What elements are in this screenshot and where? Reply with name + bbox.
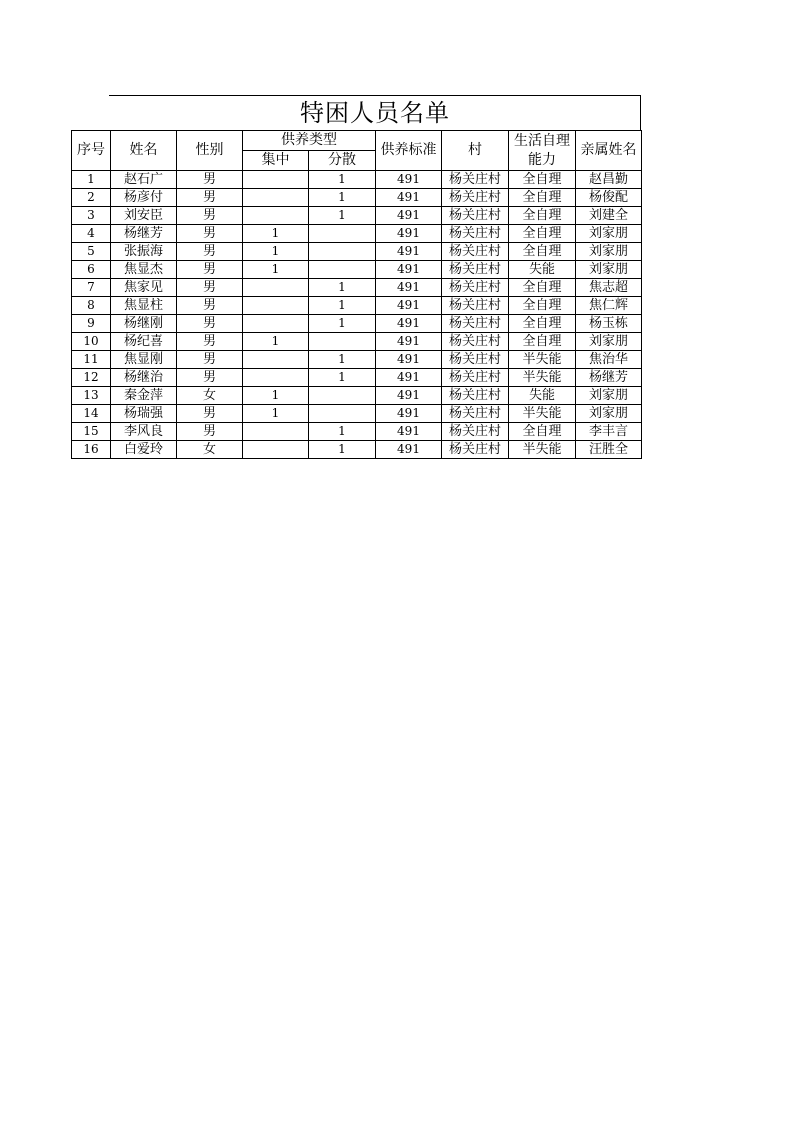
cell-name: 焦显柱 xyxy=(111,297,177,315)
cell-self-care: 半失能 xyxy=(509,405,576,423)
header-standard: 供养标准 xyxy=(376,131,442,171)
cell-standard: 491 xyxy=(376,315,442,333)
cell-name: 杨继治 xyxy=(111,369,177,387)
table-row xyxy=(72,207,642,225)
cell-village: 杨关庄村 xyxy=(442,207,509,225)
cell-concentrated: 1 xyxy=(243,405,309,423)
cell-concentrated xyxy=(243,297,309,315)
cell-gender: 男 xyxy=(177,189,243,207)
header-dispersed: 分散 xyxy=(309,151,376,171)
cell-dispersed: 1 xyxy=(309,351,376,369)
cell-relative: 赵昌勤 xyxy=(576,171,642,189)
cell-dispersed: 1 xyxy=(309,297,376,315)
cell-self-care: 半失能 xyxy=(509,351,576,369)
cell-standard: 491 xyxy=(376,405,442,423)
cell-standard: 491 xyxy=(376,441,442,459)
cell-standard: 491 xyxy=(376,261,442,279)
cell-concentrated xyxy=(243,369,309,387)
cell-relative: 焦仁辉 xyxy=(576,297,642,315)
cell-seq: 8 xyxy=(72,297,111,315)
cell-self-care: 全自理 xyxy=(509,423,576,441)
cell-gender: 女 xyxy=(177,441,243,459)
cell-dispersed xyxy=(309,225,376,243)
cell-dispersed: 1 xyxy=(309,189,376,207)
cell-village: 杨关庄村 xyxy=(442,387,509,405)
spreadsheet-page xyxy=(71,95,641,459)
table-row xyxy=(72,387,642,405)
cell-gender: 男 xyxy=(177,243,243,261)
cell-dispersed xyxy=(309,387,376,405)
cell-standard: 491 xyxy=(376,369,442,387)
cell-concentrated xyxy=(243,441,309,459)
cell-gender: 男 xyxy=(177,423,243,441)
table-row xyxy=(72,171,642,189)
cell-village: 杨关庄村 xyxy=(442,279,509,297)
table-row xyxy=(72,351,642,369)
cell-concentrated: 1 xyxy=(243,261,309,279)
cell-gender: 男 xyxy=(177,369,243,387)
cell-standard: 491 xyxy=(376,333,442,351)
cell-self-care: 全自理 xyxy=(509,315,576,333)
cell-seq: 13 xyxy=(72,387,111,405)
cell-gender: 男 xyxy=(177,405,243,423)
cell-gender: 男 xyxy=(177,333,243,351)
header-gender: 性别 xyxy=(177,131,243,171)
roster-table xyxy=(71,130,642,459)
cell-relative: 刘家朋 xyxy=(576,387,642,405)
header-name: 姓名 xyxy=(111,131,177,171)
cell-relative: 刘家朋 xyxy=(576,333,642,351)
cell-standard: 491 xyxy=(376,423,442,441)
cell-village: 杨关庄村 xyxy=(442,297,509,315)
cell-village: 杨关庄村 xyxy=(442,261,509,279)
cell-name: 赵石广 xyxy=(111,171,177,189)
cell-concentrated: 1 xyxy=(243,243,309,261)
cell-gender: 男 xyxy=(177,297,243,315)
cell-dispersed xyxy=(309,405,376,423)
cell-concentrated xyxy=(243,423,309,441)
cell-gender: 男 xyxy=(177,207,243,225)
cell-name: 刘安臣 xyxy=(111,207,177,225)
cell-name: 杨瑞强 xyxy=(111,405,177,423)
cell-name: 焦家见 xyxy=(111,279,177,297)
cell-seq: 14 xyxy=(72,405,111,423)
cell-dispersed: 1 xyxy=(309,423,376,441)
cell-name: 杨继刚 xyxy=(111,315,177,333)
cell-gender: 男 xyxy=(177,171,243,189)
cell-seq: 7 xyxy=(72,279,111,297)
cell-standard: 491 xyxy=(376,351,442,369)
cell-relative: 汪胜全 xyxy=(576,441,642,459)
cell-dispersed: 1 xyxy=(309,315,376,333)
page-title: 特困人员名单 xyxy=(300,99,450,127)
cell-self-care: 全自理 xyxy=(509,225,576,243)
cell-self-care: 全自理 xyxy=(509,189,576,207)
cell-standard: 491 xyxy=(376,279,442,297)
header-relative: 亲属姓名 xyxy=(576,131,642,171)
cell-seq: 10 xyxy=(72,333,111,351)
cell-dispersed xyxy=(309,243,376,261)
cell-gender: 男 xyxy=(177,315,243,333)
table-row xyxy=(72,441,642,459)
table-row xyxy=(72,333,642,351)
cell-concentrated: 1 xyxy=(243,333,309,351)
cell-standard: 491 xyxy=(376,207,442,225)
table-row xyxy=(72,369,642,387)
table-row xyxy=(72,405,642,423)
table-row xyxy=(72,315,642,333)
cell-name: 秦金萍 xyxy=(111,387,177,405)
header-seq: 序号 xyxy=(72,131,111,171)
cell-relative: 李丰言 xyxy=(576,423,642,441)
title-row xyxy=(71,95,641,130)
table-row xyxy=(72,225,642,243)
cell-dispersed: 1 xyxy=(309,171,376,189)
cell-relative: 刘家朋 xyxy=(576,225,642,243)
cell-village: 杨关庄村 xyxy=(442,315,509,333)
cell-relative: 刘家朋 xyxy=(576,243,642,261)
cell-self-care: 全自理 xyxy=(509,243,576,261)
cell-gender: 男 xyxy=(177,279,243,297)
cell-gender: 男 xyxy=(177,351,243,369)
cell-name: 杨继芳 xyxy=(111,225,177,243)
cell-dispersed: 1 xyxy=(309,207,376,225)
cell-concentrated xyxy=(243,171,309,189)
cell-gender: 男 xyxy=(177,261,243,279)
cell-village: 杨关庄村 xyxy=(442,189,509,207)
table-row xyxy=(72,261,642,279)
cell-concentrated xyxy=(243,207,309,225)
cell-village: 杨关庄村 xyxy=(442,369,509,387)
cell-relative: 刘建全 xyxy=(576,207,642,225)
cell-self-care: 失能 xyxy=(509,387,576,405)
title-top-border xyxy=(109,95,641,96)
header-self-care: 生活自理能力 xyxy=(509,131,576,171)
cell-seq: 5 xyxy=(72,243,111,261)
cell-self-care: 全自理 xyxy=(509,171,576,189)
cell-seq: 2 xyxy=(72,189,111,207)
cell-relative: 杨继芳 xyxy=(576,369,642,387)
cell-standard: 491 xyxy=(376,189,442,207)
cell-concentrated xyxy=(243,189,309,207)
header-village: 村 xyxy=(442,131,509,171)
cell-relative: 刘家朋 xyxy=(576,261,642,279)
cell-seq: 4 xyxy=(72,225,111,243)
cell-standard: 491 xyxy=(376,171,442,189)
table-row xyxy=(72,297,642,315)
cell-name: 李风良 xyxy=(111,423,177,441)
table-row xyxy=(72,279,642,297)
cell-relative: 杨玉栋 xyxy=(576,315,642,333)
cell-dispersed xyxy=(309,261,376,279)
cell-self-care: 全自理 xyxy=(509,333,576,351)
cell-dispersed: 1 xyxy=(309,279,376,297)
cell-standard: 491 xyxy=(376,243,442,261)
cell-village: 杨关庄村 xyxy=(442,171,509,189)
cell-relative: 焦志超 xyxy=(576,279,642,297)
cell-relative: 焦治华 xyxy=(576,351,642,369)
cell-village: 杨关庄村 xyxy=(442,225,509,243)
cell-concentrated: 1 xyxy=(243,387,309,405)
cell-village: 杨关庄村 xyxy=(442,423,509,441)
cell-self-care: 全自理 xyxy=(509,279,576,297)
cell-village: 杨关庄村 xyxy=(442,441,509,459)
cell-seq: 11 xyxy=(72,351,111,369)
cell-self-care: 半失能 xyxy=(509,441,576,459)
cell-seq: 15 xyxy=(72,423,111,441)
cell-village: 杨关庄村 xyxy=(442,405,509,423)
cell-standard: 491 xyxy=(376,297,442,315)
cell-name: 焦显刚 xyxy=(111,351,177,369)
cell-self-care: 全自理 xyxy=(509,207,576,225)
table-row xyxy=(72,423,642,441)
cell-gender: 男 xyxy=(177,225,243,243)
cell-seq: 3 xyxy=(72,207,111,225)
cell-relative: 杨俊配 xyxy=(576,189,642,207)
cell-concentrated xyxy=(243,351,309,369)
cell-self-care: 全自理 xyxy=(509,297,576,315)
cell-relative: 刘家朋 xyxy=(576,405,642,423)
cell-dispersed xyxy=(309,333,376,351)
cell-self-care: 失能 xyxy=(509,261,576,279)
cell-seq: 12 xyxy=(72,369,111,387)
cell-name: 焦显杰 xyxy=(111,261,177,279)
cell-seq: 16 xyxy=(72,441,111,459)
cell-standard: 491 xyxy=(376,387,442,405)
table-row xyxy=(72,243,642,261)
cell-seq: 1 xyxy=(72,171,111,189)
cell-name: 白爱玲 xyxy=(111,441,177,459)
cell-village: 杨关庄村 xyxy=(442,243,509,261)
cell-dispersed: 1 xyxy=(309,441,376,459)
cell-standard: 491 xyxy=(376,225,442,243)
cell-name: 张振海 xyxy=(111,243,177,261)
cell-dispersed: 1 xyxy=(309,369,376,387)
cell-seq: 6 xyxy=(72,261,111,279)
cell-village: 杨关庄村 xyxy=(442,333,509,351)
cell-self-care: 半失能 xyxy=(509,369,576,387)
header-row-1 xyxy=(72,131,642,151)
cell-name: 杨彦付 xyxy=(111,189,177,207)
table-row xyxy=(72,189,642,207)
cell-concentrated xyxy=(243,315,309,333)
roster-body xyxy=(72,171,642,459)
cell-concentrated: 1 xyxy=(243,225,309,243)
cell-name: 杨纪喜 xyxy=(111,333,177,351)
cell-village: 杨关庄村 xyxy=(442,351,509,369)
cell-concentrated xyxy=(243,279,309,297)
cell-seq: 9 xyxy=(72,315,111,333)
header-concentrated: 集中 xyxy=(243,151,309,171)
header-support-type: 供养类型 xyxy=(243,131,376,151)
cell-gender: 女 xyxy=(177,387,243,405)
